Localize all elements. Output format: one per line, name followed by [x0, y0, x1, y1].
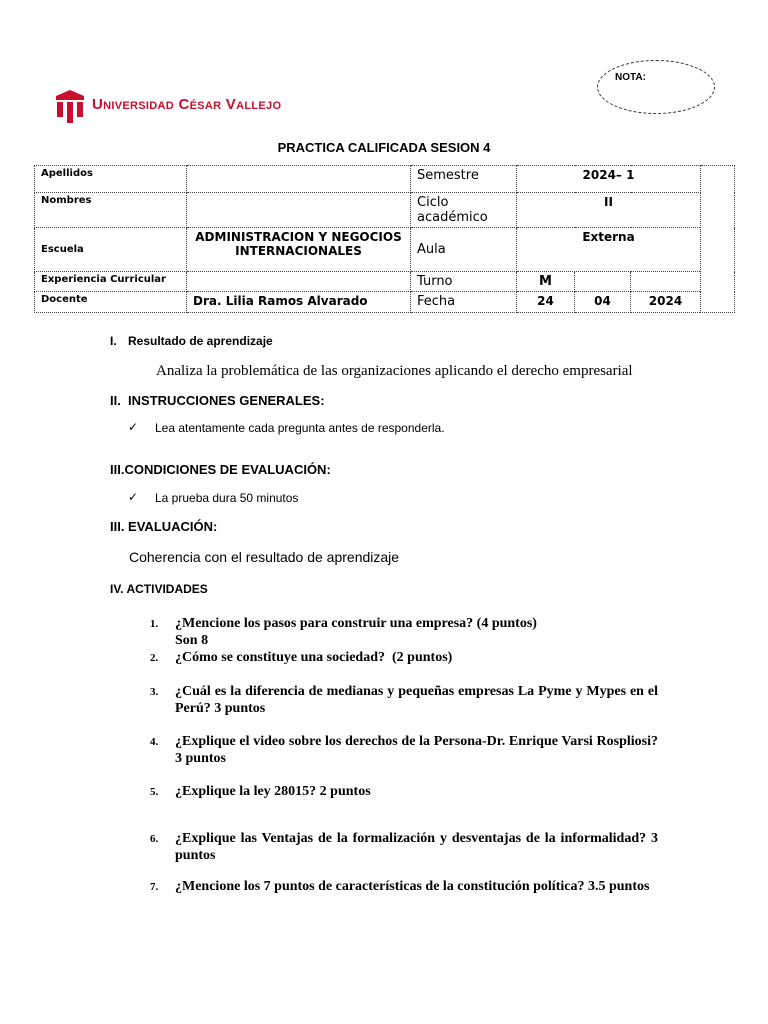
value-fecha-day: 24 — [517, 292, 575, 313]
question-text — [175, 615, 658, 649]
question-7-text: ¿Mencione los 7 puntos de características de la constitución política? 3.5 puntos — [175, 879, 650, 894]
question-4 — [150, 733, 658, 767]
check-icon: ✓ — [128, 420, 139, 434]
section-1-number: I. — [110, 334, 117, 348]
question-1 — [150, 615, 658, 649]
question-7 — [150, 878, 658, 912]
question-5-text: ¿Explique la ley 28015? 2 puntos — [175, 784, 371, 799]
question-2 — [150, 649, 658, 666]
question-number: 7. — [150, 881, 159, 893]
ucv-logo-icon — [56, 90, 84, 123]
learning-outcome-text: Analiza la problemática de las organizaciones aplicando el derecho empresarial — [156, 363, 633, 379]
question-number: 5. — [150, 786, 159, 798]
value-fecha-month: 04 — [575, 292, 631, 313]
value-ciclo: II — [517, 193, 701, 228]
value-fecha-year: 2024 — [631, 292, 701, 313]
check-icon: ✓ — [128, 490, 139, 504]
field-experiencia[interactable] — [187, 272, 411, 292]
value-aula: Externa — [517, 228, 701, 272]
grade-box — [597, 60, 715, 114]
question-6 — [150, 830, 658, 864]
value-docente: Dra. Lilia Ramos Alvarado — [187, 292, 411, 313]
label-semestre: Semestre — [411, 166, 517, 193]
condition-item: La prueba dura 50 minutos — [155, 491, 299, 505]
label-docente: Docente — [35, 292, 187, 313]
section-1-title: Resultado de aprendizaje — [128, 334, 273, 348]
label-fecha: Fecha — [411, 292, 517, 313]
label-aula: Aula — [411, 228, 517, 272]
field-nombres[interactable] — [187, 193, 411, 228]
question-2-text: ¿Cómo se constituye una sociedad? (2 puntos) — [175, 650, 453, 665]
section-4-title: III. EVALUACIÓN: — [110, 519, 218, 534]
document-title: PRACTICA CALIFICADA SESION 4 — [277, 140, 491, 155]
label-turno: Turno — [411, 272, 517, 292]
value-turno: M — [517, 272, 575, 292]
university-logo — [56, 90, 282, 124]
turno-empty-2 — [631, 272, 701, 292]
question-3 — [150, 683, 658, 717]
question-1-text: ¿Mencione los pasos para construir una empresa? (4 puntos) — [175, 616, 537, 631]
label-ciclo: Ciclo académico — [411, 193, 517, 228]
question-4-text: ¿Explique el video sobre los derechos de la Persona-Dr. Enrique Varsi Rospliosi? 3 puntos — [175, 734, 658, 766]
logo-text: Universidad César Vallejo — [92, 96, 282, 113]
question-number: 3. — [150, 686, 159, 698]
evaluation-text: Coherencia con el resultado de aprendizaje — [129, 549, 400, 565]
question-6-text: ¿Explique las Ventajas de la formalización y desventajas de la informalidad? 3 puntos — [175, 831, 658, 863]
label-apellidos: Apellidos — [35, 166, 187, 193]
label-experiencia: Experiencia Curricular — [35, 272, 187, 292]
value-escuela: ADMINISTRACION Y NEGOCIOS INTERNACIONALES — [187, 228, 411, 272]
question-5 — [150, 783, 658, 800]
question-number: 4. — [150, 736, 159, 748]
student-info-table — [34, 165, 735, 313]
section-5-title: IV. ACTIVIDADES — [110, 582, 208, 596]
value-semestre: 2024– 1 — [517, 166, 701, 193]
question-3-text: ¿Cuál es la diferencia de medianas y pequeñas empresas La Pyme y Mypes en el Perú? 3 puntos — [175, 684, 658, 716]
field-apellidos[interactable] — [187, 166, 411, 193]
grade-label: NOTA: — [615, 72, 646, 83]
question-number: 6. — [150, 833, 159, 845]
turno-empty-1 — [575, 272, 631, 292]
instruction-item: Lea atentamente cada pregunta antes de responderla. — [155, 421, 445, 435]
section-2-title: II. INSTRUCCIONES GENERALES: — [110, 393, 325, 408]
label-escuela: Escuela — [35, 228, 187, 272]
section-3-title: III.CONDICIONES DE EVALUACIÓN: — [110, 462, 331, 477]
question-number: 1. — [150, 618, 159, 630]
question-number: 2. — [150, 652, 159, 664]
label-nombres: Nombres — [35, 193, 187, 228]
question-1-note: Son 8 — [175, 633, 209, 648]
right-margin-cell — [701, 166, 735, 313]
